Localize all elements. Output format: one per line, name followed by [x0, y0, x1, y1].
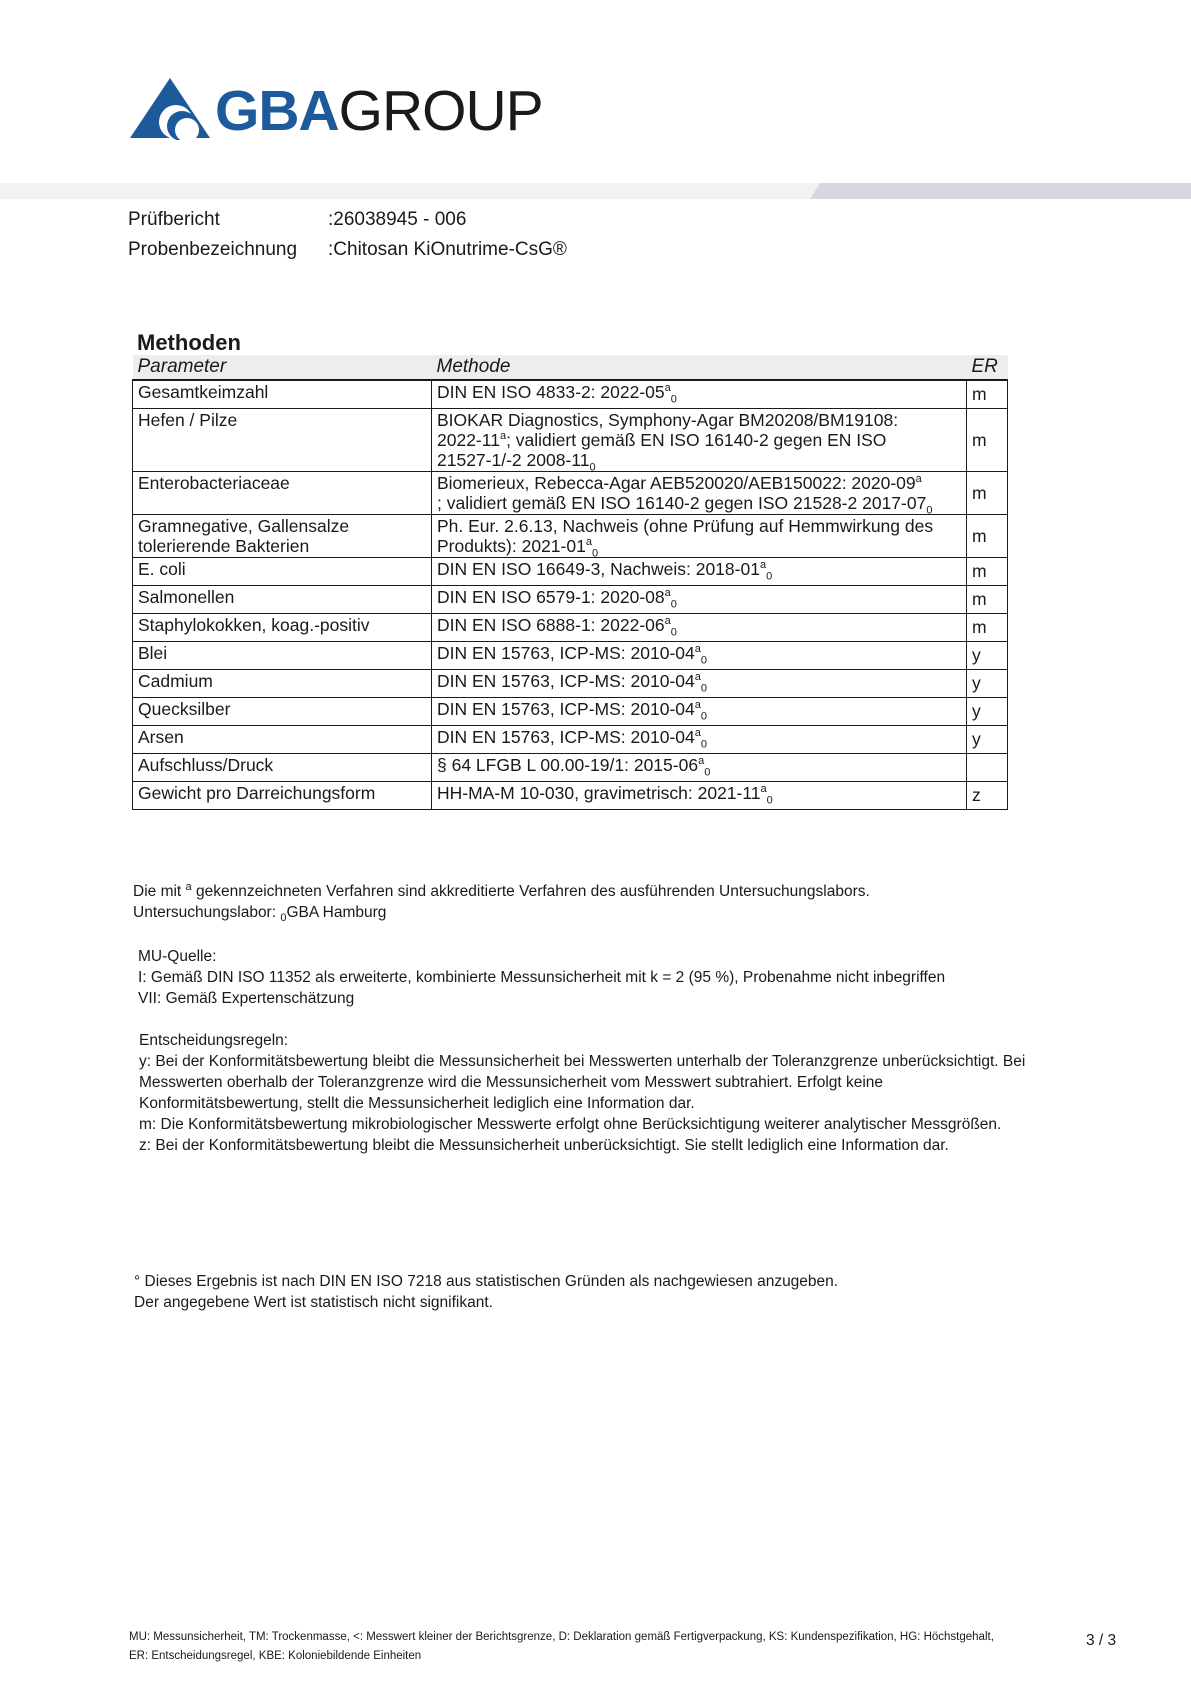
- decision-rule-line: z: Bei der Konformitätsbewertung bleibt die Messunsicherheit unberücksichtigt. Sie stellt lediglich eine Information dar.: [139, 1137, 949, 1154]
- logo-wordmark: GBAGROUP: [215, 79, 543, 143]
- methods-row: [133, 781, 1008, 809]
- sample-name-label: Probenbezeichnung: [128, 239, 298, 260]
- gba-group-logo: [130, 76, 590, 146]
- method-cell: HH-MA-M 10-030, gravimetrisch: $2021-11^a_0$: [432, 781, 967, 809]
- er-cell: m: [967, 471, 1008, 514]
- er-cell: y: [967, 725, 1008, 753]
- er-cell: y: [967, 641, 1008, 669]
- parameter-cell: Gewicht pro Darreichungsform: [133, 781, 432, 809]
- er-cell: y: [967, 669, 1008, 697]
- methods-row: [133, 585, 1008, 613]
- methods-row: [133, 753, 1008, 781]
- decision-rules-block: [139, 1030, 1025, 1156]
- er-cell: z: [967, 781, 1008, 809]
- er-cell: m: [967, 380, 1008, 408]
- er-cell: y: [967, 697, 1008, 725]
- er-cell: m: [967, 408, 1008, 471]
- gba-logo-icon: [130, 78, 210, 140]
- methods-title: Methoden: [137, 330, 241, 355]
- method-cell: DIN EN 15763, ICP-MS: $2010-04^a_0$: [432, 669, 967, 697]
- parameter-cell: Gesamtkeimzahl: [133, 380, 432, 408]
- header-band: [0, 183, 1191, 199]
- methods-row: [133, 408, 1008, 471]
- methods-row: [133, 697, 1008, 725]
- parameter-cell: Cadmium: [133, 669, 432, 697]
- er-cell: m: [967, 613, 1008, 641]
- report-number-value: :26038945 - 006: [328, 209, 467, 230]
- mu-source-line: I: Gemäß DIN ISO 11352 als erweiterte, kombinierte Messunsicherheit mit k = 2 (95 %), Probenahme nicht inbegriffen: [138, 969, 946, 986]
- decision-rule-line: Konformitätsbewertung, stellt die Messunsicherheit lediglich eine Information dar.: [139, 1095, 695, 1112]
- parameter-cell: Salmonellen: [133, 585, 432, 613]
- method-cell: DIN EN ISO 4833-2: $2022-05^a_0$: [432, 380, 967, 408]
- header-parameter: Parameter: [133, 355, 432, 380]
- parameter-cell: Hefen / Pilze: [133, 408, 432, 471]
- mu-source-block: [138, 946, 945, 1009]
- parameter-cell: Aufschluss/Druck: [133, 753, 432, 781]
- parameter-cell: Staphylokokken, koag.-positiv: [133, 613, 432, 641]
- methods-row: [133, 514, 1008, 557]
- parameter-cell: Gramnegative, Gallensalze tolerierende Bakterien: [133, 514, 432, 557]
- mu-source-title: MU-Quelle:: [138, 948, 217, 965]
- methods-row: [133, 380, 1008, 408]
- method-cell: DIN EN 15763, ICP-MS: $2010-04^a_0$: [432, 725, 967, 753]
- er-cell: [967, 753, 1008, 781]
- page-number: 3 / 3: [1086, 1632, 1117, 1649]
- statistic-note: ° Dieses Ergebnis ist nach DIN EN ISO 7218 aus statistischen Gründen als nachgewiesen anzugeben. Der angegebene Wert ist statistisch nicht signifikant.: [134, 1273, 839, 1311]
- method-cell: DIN EN ISO 6579-1: $2020-08^a_0$: [432, 585, 967, 613]
- header-method: Methode: [432, 355, 967, 380]
- parameter-cell: E. coli: [133, 557, 432, 585]
- method-cell: Biomerieux, Rebecca-Agar AEB520020/AEB150022: 2020-09$^a$ ; validiert gemäß EN ISO 16140-2 gegen ISO 21528-2 $2017-07_0$: [432, 471, 967, 514]
- decision-rules-title: Entscheidungsregeln:: [139, 1032, 289, 1049]
- methods-row: [133, 471, 1008, 514]
- method-cell: BIOKAR Diagnostics, Symphony-Agar BM20208/BM19108: 2022-11$^a$; validiert gemäß EN ISO 16140-2 gegen EN ISO 21527-1/-2 $2008-11_0$: [432, 408, 967, 471]
- parameter-cell: Blei: [133, 641, 432, 669]
- report-number-label: Prüfbericht: [128, 209, 220, 230]
- mu-source-line: VII: Gemäß Expertenschätzung: [138, 990, 355, 1007]
- method-cell: Ph. Eur. 2.6.13, Nachweis (ohne Prüfung auf Hemmwirkung des Produkts): $2021-01^a_0$: [432, 514, 967, 557]
- er-cell: m: [967, 514, 1008, 557]
- decision-rule-line: Messwerten oberhalb der Toleranzgrenze wird die Messunsicherheit vom Messwert subtrahiert. Erfolgt keine: [139, 1074, 884, 1091]
- methods-header-row: [133, 355, 1008, 380]
- decision-rule-line: y: Bei der Konformitätsbewertung bleibt die Messunsicherheit bei Messwerten unterhalb der Toleranzgrenze unberücksichtigt. Bei: [139, 1053, 1026, 1070]
- methods-row: [133, 641, 1008, 669]
- methods-row: [133, 613, 1008, 641]
- methods-table: [132, 355, 1008, 810]
- methods-row: [133, 557, 1008, 585]
- method-cell: DIN EN 15763, ICP-MS: $2010-04^a_0$: [432, 697, 967, 725]
- methods-body: [133, 380, 1008, 809]
- accreditation-note: Die mit $^a$ gekennzeichneten Verfahren sind akkreditierte Verfahren des ausführenden Untersuchungslabors. Untersuchungslabor: $_0$GBA Hamburg: [133, 880, 870, 925]
- methods-row: [133, 669, 1008, 697]
- parameter-cell: Arsen: [133, 725, 432, 753]
- decision-rule-line: m: Die Konformitätsbewertung mikrobiologischer Messwerte erfolgt ohne Berücksichtigung weiterer analytischer Messgrößen.: [139, 1116, 1002, 1133]
- header-er: ER: [967, 355, 1008, 380]
- method-cell: DIN EN 15763, ICP-MS: $2010-04^a_0$: [432, 641, 967, 669]
- parameter-cell: Enterobacteriaceae: [133, 471, 432, 514]
- parameter-cell: Quecksilber: [133, 697, 432, 725]
- er-cell: m: [967, 557, 1008, 585]
- method-cell: DIN EN ISO 16649-3, Nachweis: $2018-01^a_0$: [432, 557, 967, 585]
- sample-name-value: :Chitosan KiOnutrime-CsG®: [328, 239, 567, 260]
- method-cell: § 64 LFGB L 00.00-19/1: $2015-06^a_0$: [432, 753, 967, 781]
- er-cell: m: [967, 585, 1008, 613]
- methods-row: [133, 725, 1008, 753]
- method-cell: DIN EN ISO 6888-1: $2022-06^a_0$: [432, 613, 967, 641]
- footer-abbreviations: MU: Messunsicherheit, TM: Trockenmasse, <: Messwert kleiner der Berichtsgrenze, D: Deklaration gemäß Fertigverpackung, KS: Kundenspezifikation, HG: Höchstgehalt, ER: Entscheidungsregel, KBE: Koloniebildende Einheiten: [129, 1631, 994, 1662]
